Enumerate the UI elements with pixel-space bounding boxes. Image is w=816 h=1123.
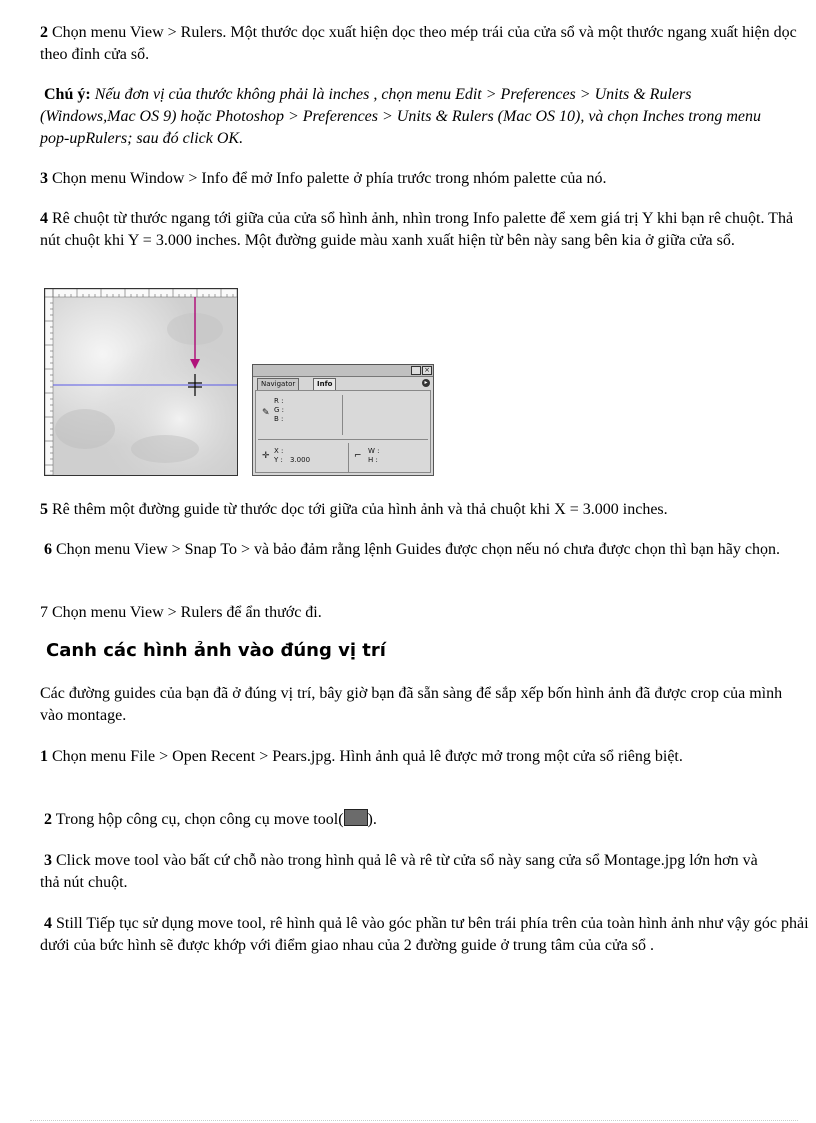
horizontal-ruler[interactable] [45,289,237,297]
w-label: W : [368,447,380,455]
marquee-icon: ⌐ [354,451,362,461]
page-footer-divider [30,1120,798,1121]
h-label: H : [368,456,378,464]
r-label: R : [274,397,284,405]
note-paragraph [40,84,790,150]
step-text: Chọn menu View > Snap To > và bảo đảm rằng lệnh Guides được chọn nếu nó chưa được chọn thì bạn hãy chọn. [52,541,780,558]
illustration-figure [44,288,444,476]
info-panel-body [255,390,431,473]
g-label: G : [274,406,285,414]
image-window-canvas [45,289,237,475]
step-2-rulers [40,22,800,66]
step-number: 5 [40,501,48,518]
step-number: 3 [44,852,52,869]
step-number: 6 [44,541,52,558]
tab-info[interactable]: Info [313,378,336,390]
step-number: 4 [40,210,48,227]
b-label: B : [274,415,284,423]
tab-navigator[interactable]: Navigator [257,378,299,390]
close-icon[interactable]: × [422,366,432,375]
divider [258,439,428,440]
x-label: X : [274,447,284,455]
divider [348,443,349,473]
move-tool-icon [344,809,368,826]
step-number: 4 [44,915,52,932]
step-7-hide-rulers [40,602,800,624]
step-number: 2 [44,811,52,828]
step-number: 2 [40,24,48,41]
step-text: Still Tiếp tục sử dụng move tool, rê hình quả lê vào góc phần tư bên trái phía trên của toàn hình ảnh như vậy góc phải dưới của bức hình sẽ được khớp với điểm giao nhau của 2 đường guide ở trung tâm của cửa sổ . [40,915,809,954]
step-text: Chọn menu View > Rulers. Một thước dọc xuất hiện dọc theo mép trái của cửa sổ và một thước ngang xuất hiện dọc theo đỉnh cửa sổ. [40,24,797,63]
step-number: 3 [40,170,48,187]
step-text-end: ). [367,811,377,828]
eyedropper-icon: ✎ [262,408,270,418]
image-window [44,288,238,476]
step-4-drag-guide [40,208,810,252]
palette-menu-icon[interactable]: ▸ [422,379,430,387]
step-text: Rê thêm một đường guide từ thước dọc tới giữa của hình ảnh và thả chuột khi X = 3.000 inches. [48,501,668,518]
info-palette [252,364,434,476]
cloud-shadow [131,435,199,463]
step-2-move-tool [40,809,800,831]
step-5-vertical-guide [40,499,810,521]
step-number: 1 [40,748,48,765]
step-text: Chọn menu Window > Info để mở Info palette ở phía trước trong nhóm palette của nó. [48,170,607,187]
step-text: 7 Chọn menu View > Rulers để ẩn thước đi. [40,604,322,621]
step-3-info [40,168,800,190]
section-intro [40,683,800,727]
intro-text: Các đường guides của bạn đã ở đúng vị trí, bây giờ bạn đã sẵn sàng để sắp xếp bốn hình ảnh đã được crop của mình vào montage. [40,685,783,724]
step-1-open-recent [40,746,800,768]
y-label: Y : [274,456,283,464]
y-value: 3.000 [290,456,311,464]
step-3-drag-pear [40,850,760,894]
divider [342,395,343,435]
step-text: Trong hộp công cụ, chọn công cụ move tool( [52,811,344,828]
step-text: Click move tool vào bất cứ chỗ nào trong hình quả lê và rê từ cửa sổ này sang cửa sổ Montage.jpg lớn hơn và thả nút chuột. [40,852,758,891]
step-4-position-pear [40,913,810,957]
section-heading: Canh các hình ảnh vào đúng vị trí [46,640,386,661]
note-label: Chú ý: [44,86,91,103]
palette-titlebar [253,365,433,377]
crosshair-icon: ✛ [262,451,270,461]
minimize-icon[interactable] [411,366,421,375]
step-6-snap [40,539,800,561]
step-text: Chọn menu File > Open Recent > Pears.jpg. Hình ảnh quả lê được mở trong một cửa sổ riêng biệt. [48,748,683,765]
cloud-shadow [55,409,115,449]
note-text: Nếu đơn vị của thước không phải là inches , chọn menu Edit > Preferences > Units & Rulers (Windows,Mac OS 9) hoặc Photoshop > Preferences > Units & Rulers (Mac OS 10), và chọn Inches trong menu pop-upRulers; sau đó click OK. [40,86,762,147]
step-text: Rê chuột từ thước ngang tới giữa của cửa sổ hình ảnh, nhìn trong Info palette để xem giá trị Y khi bạn rê chuột. Thả nút chuột khi Y = 3.000 inches. Một đường guide màu xanh xuất hiện từ bên này sang bên kia ở giữa cửa sổ. [40,210,794,249]
